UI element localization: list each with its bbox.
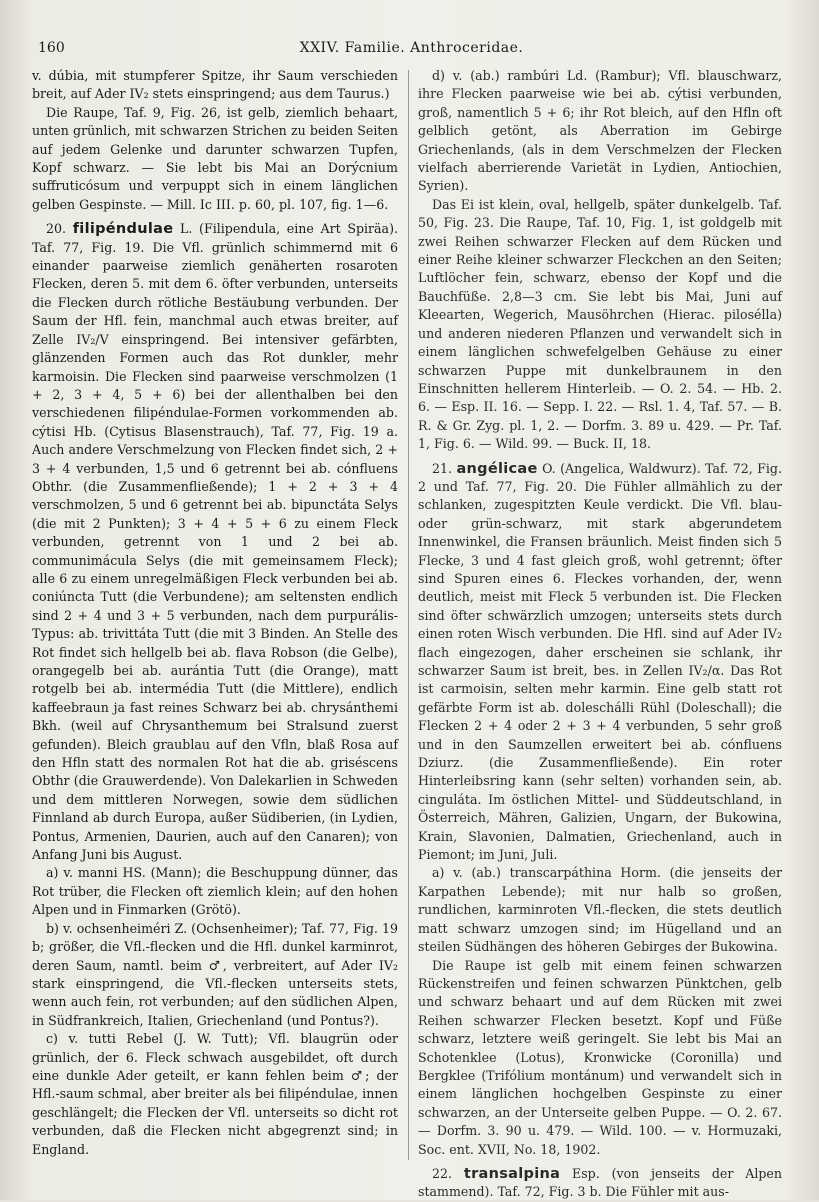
running-title: XXIV. Familie. Anthroceridae. bbox=[299, 40, 524, 56]
species-entry bbox=[418, 1165, 782, 1202]
species-number: 21. bbox=[432, 460, 453, 476]
species-entry bbox=[32, 220, 398, 864]
paragraph: Die Raupe ist gelb mit einem feinen schwarzen Rückenstreifen und feinen schwarzen Pünktchen, gelb und schwarz behaart und auf dem Rücken mit zwei Reihen schwarzer Flecken besetzt. Kopf und Füße schwarz, letztere weiß geringelt. Sie lebt bis Mai an Schotenklee (Lotus), Kronwicke (Coronilla) und Bergklee (Trifólium montánum) und verwandelt sich in einem länglichen hochgelben Gespinste zu einer schwarzen, an der Unterseite gelben Puppe. — O. 2. 67. — Dorfm. 3. 90 u. 479. — Wild. 100. — v. Hormuzaki, Soc. ent. XVII, No. 18, 1902. bbox=[418, 957, 782, 1157]
page-number: 160 bbox=[38, 40, 65, 56]
species-number: 20. bbox=[46, 221, 67, 237]
paragraph: b) v. ochsenheiméri Z. (Ochsenheimer); Taf. 77, Fig. 19 b; größer, die Vfl.-flecken und die Hfl. dunkel karminrot, deren Saum, namtl. beim ♂, verbreitert, auf Ader IV₂ stark einspringend, die Vfl.-flecken unterseits stets, wenn auch fein, rot verbunden; auf den südlichen Alpen, in Südfrankreich, Italien, Griechenland (und Pontus?). bbox=[32, 920, 398, 1028]
species-entry bbox=[418, 460, 782, 865]
species-name: transalpina bbox=[463, 1165, 561, 1182]
right-column bbox=[418, 67, 782, 1200]
species-description: O. (Angelica, Waldwurz). Taf. 72, Fig. 2 und Taf. 77, Fig. 20. Die Fühler allmählich zu der schlanken, zugespitzten Keule verdickt. Die Vfl. blau- oder grün-schwarz, mit stark abgerundetem Innenwinkel, die Fransen bräunlich. Meist finden sich 5 Flecke, 3 und 4 fast gleich groß, wohl getrennt; öfter sind Spuren eines 6. Fleckes vorhanden, der, wenn deutlich, meist mit Fleck 5 verbunden ist. Die Flecken sind öfter schwärzlich umzogen; unterseits stets durch einen roten Wisch verbunden. Die Hfl. sind auf Ader IV₂ flach eingezogen, daher erscheinen sie schlank, ihr schwarzer Saum ist breit, bes. in Zellen IV₂/α. Das Rot ist carmoisin, selten mehr karmin. Eine gelb statt rot gefärbte Form ist ab. doleschálli Rühl (Doleschall); die Flecken 2 + 4 oder 2 + 3 + 4 verbunden, 5 sehr groß und in den Saumzellen erweitert bei ab. cónfluens Dziurz. (die Zusammenfließende). Ein roter Hinterleibsring kann (sehr selten) vorhanden sein, ab. cinguláta. Im östlichen Mittel- und Süddeutschland, in Österreich, Mähren, Galizien, Ungarn, der Bukowina, Krain, Slavonien, Dalmatien, Griechenland, auch in Piemont; im Juni, Juli. bbox=[418, 460, 782, 863]
species-name: filipéndulae bbox=[72, 221, 174, 238]
paragraph: d) v. (ab.) rambúri Ld. (Rambur); Vfl. blauschwarz, ihre Flecken paarweise wie bei ab. cýtisi verbunden, groß, namentlich 5 + 6; ihr Rot bleich, auf den Hfln oft gelblich getönt, als Aberration im Gebirge Griechenlands, (als in dem Verschmelzen der Flecken vielfach aberrierende Varietät in Lydien, Antiochien, Syrien). bbox=[418, 68, 782, 194]
paragraph: Die Raupe, Taf. 9, Fig. 26, ist gelb, ziemlich behaart, unten grünlich, mit schwarzen Strichen zu beiden Seiten auf jedem Gelenke und darunter schwarzen Tupfen, Kopf schwarz. — Sie lebt bis Mai an Dorýcnium suffruticósum und verpuppt sich in einem länglichen gelben Gespinste. — Mill. Ic III. p. 60, pl. 107, fig. 1—6. bbox=[32, 104, 398, 212]
paragraph: v. dúbia, mit stumpferer Spitze, ihr Saum verschieden breit, auf Ader IV₂ stets einspringend; aus dem Taurus.) bbox=[32, 68, 398, 102]
page-header bbox=[38, 40, 785, 60]
species-name: angélicae bbox=[456, 460, 538, 477]
left-column bbox=[32, 67, 398, 1170]
paragraph: a) v. manni HS. (Mann); die Beschuppung dünner, das Rot trüber, die Flecken oft ziemlich klein; auf den hohen Alpen und in Finmarken (Grötö). bbox=[32, 865, 398, 918]
species-number: 22. bbox=[432, 1165, 453, 1181]
column-divider bbox=[408, 70, 409, 1160]
species-description: L. (Filipendula, eine Art Spiräa). Taf. 77, Fig. 19. Die Vfl. grünlich schimmernd mit 6 einander paarweise ziemlich genäherten rosaroten Flecken, deren 5. mit dem 6. öfter verbunden, unterseits die Flecken durch rötliche Bestäubung verbunden. Der Saum der Hfl. fein, manchmal auch etwas breiter, auf Zelle IV₂/V einspringend. Bei intensiver gefärbten, glänzenden Formen auch das Rot dunkler, mehr karmoisin. Die Flecken sind paarweise verschmolzen (1 + 2, 3 + 4, 5 + 6) bei der allenthalben bei den verschiedenen filipéndulae-Formen vorkommenden ab. cýtisi Hb. (Cytisus Blasenstrauch), Taf. 77, Fig. 19 a. Auch andere Verschmelzung von Flecken findet sich, 2 + 3 + 4 verbunden, 1,5 und 6 getrennt bei ab. cónfluens Obthr. (die Zusammenfließende); 1 + 2 + 3 + 4 verschmolzen, 5 und 6 getrennt bei ab. bipunctáta Selys (die mit 2 Punkten); 3 + 4 + 5 + 6 zu einem Fleck verbunden, getrennt von 1 und 2 bei ab. communimácula Selys (die mit gemeinsamem Fleck); alle 6 zu einem unregelmäßigen Fleck verbunden bei ab. coniúncta Tutt (die Verbundene); am seltensten endlich sind 2 + 4 und 3 + 5 verbunden, nach dem purpurális-Typus: ab. trivittáta Tutt (die mit 3 Binden. An Stelle des Rot findet sich hellgelb bei ab. flava Robson (die Gelbe), orangegelb bei ab. aurántia Tutt (die Orange), matt rotgelb bei ab. intermédia Tutt (die Mittlere), endlich kaffeebraun ja fast reines Schwarz bei ab. chrysánthemi Bkh. (weil auf Chrysanthemum bei Stralsund zuerst gefunden). Bleich graublau auf den Vfln, blaß Rosa auf den Hfln statt des normalen Rot hat die ab. griséscens Obthr (die Grauwerdende). Von Dalekarlien in Schweden und dem mittleren Norwegen, sowie dem südlichen Finnland ab durch Europa, außer Südiberien, (in Lydien, Pontus, Armenien, Daurien, auch auf den Canaren); von Anfang Juni bis August. bbox=[32, 221, 398, 863]
species-description: Esp. (von jenseits der Alpen stammend). Taf. 72, Fig. 3 b. Die Fühler mit aus- bbox=[418, 1165, 782, 1200]
paragraph: a) v. (ab.) transcarpáthina Horm. (die jenseits der Karpathen Lebende); mit nur halb so großen, rundlichen, karminroten Vfl.-flecken, die stets deutlich matt schwarz umzogen sind; im Hügelland und an steilen Südhängen des höheren Gebirges der Bukowina. bbox=[418, 865, 782, 955]
paragraph: Das Ei ist klein, oval, hellgelb, später dunkelgelb. Taf. 50, Fig. 23. Die Raupe, Taf. 10, Fig. 1, ist goldgelb mit zwei Reihen schwarzer Flecken auf dem Rücken und einer Reihe kleiner schwarzer Fleckchen an den Seiten; Luftlöcher fein, schwarz, ebenso der Kopf und die Bauchfüße. 2,8—3 cm. Sie lebt bis Mai, Juni auf Kleearten, Wegerich, Mausöhrchen (Hierac. pilosélla) und anderen niederen Pflanzen und verwandelt sich in einem länglichen schwefelgelben Gehäuse zu einer schwarzen Puppe mit dunkelbraunem in den Einschnitten hellerem Hinterleib. — O. 2. 54. — Hb. 2. 6. — Esp. II. 16. — Sepp. I. 22. — Rsl. 1. 4, Taf. 57. — B. R. & Gr. Zyg. pl. 1, 2. — Dorfm. 3. 89 u. 429. — Pr. Taf. 1, Fig. 6. — Wild. 99. — Buck. II, 18. bbox=[418, 196, 782, 452]
paragraph: c) v. tutti Rebel (J. W. Tutt); Vfl. blaugrün oder grünlich, der 6. Fleck schwach ausgebildet, oft durch eine dunkle Ader geteilt, er kann fehlen beim ♂; der Hfl.-saum schmal, aber breiter als bei filipéndulae, innen geschlängelt; die Flecken der Vfl. unterseits so dicht rot verbunden, daß die Flecken nicht abgegrenzt sind; in England. bbox=[32, 1031, 398, 1157]
